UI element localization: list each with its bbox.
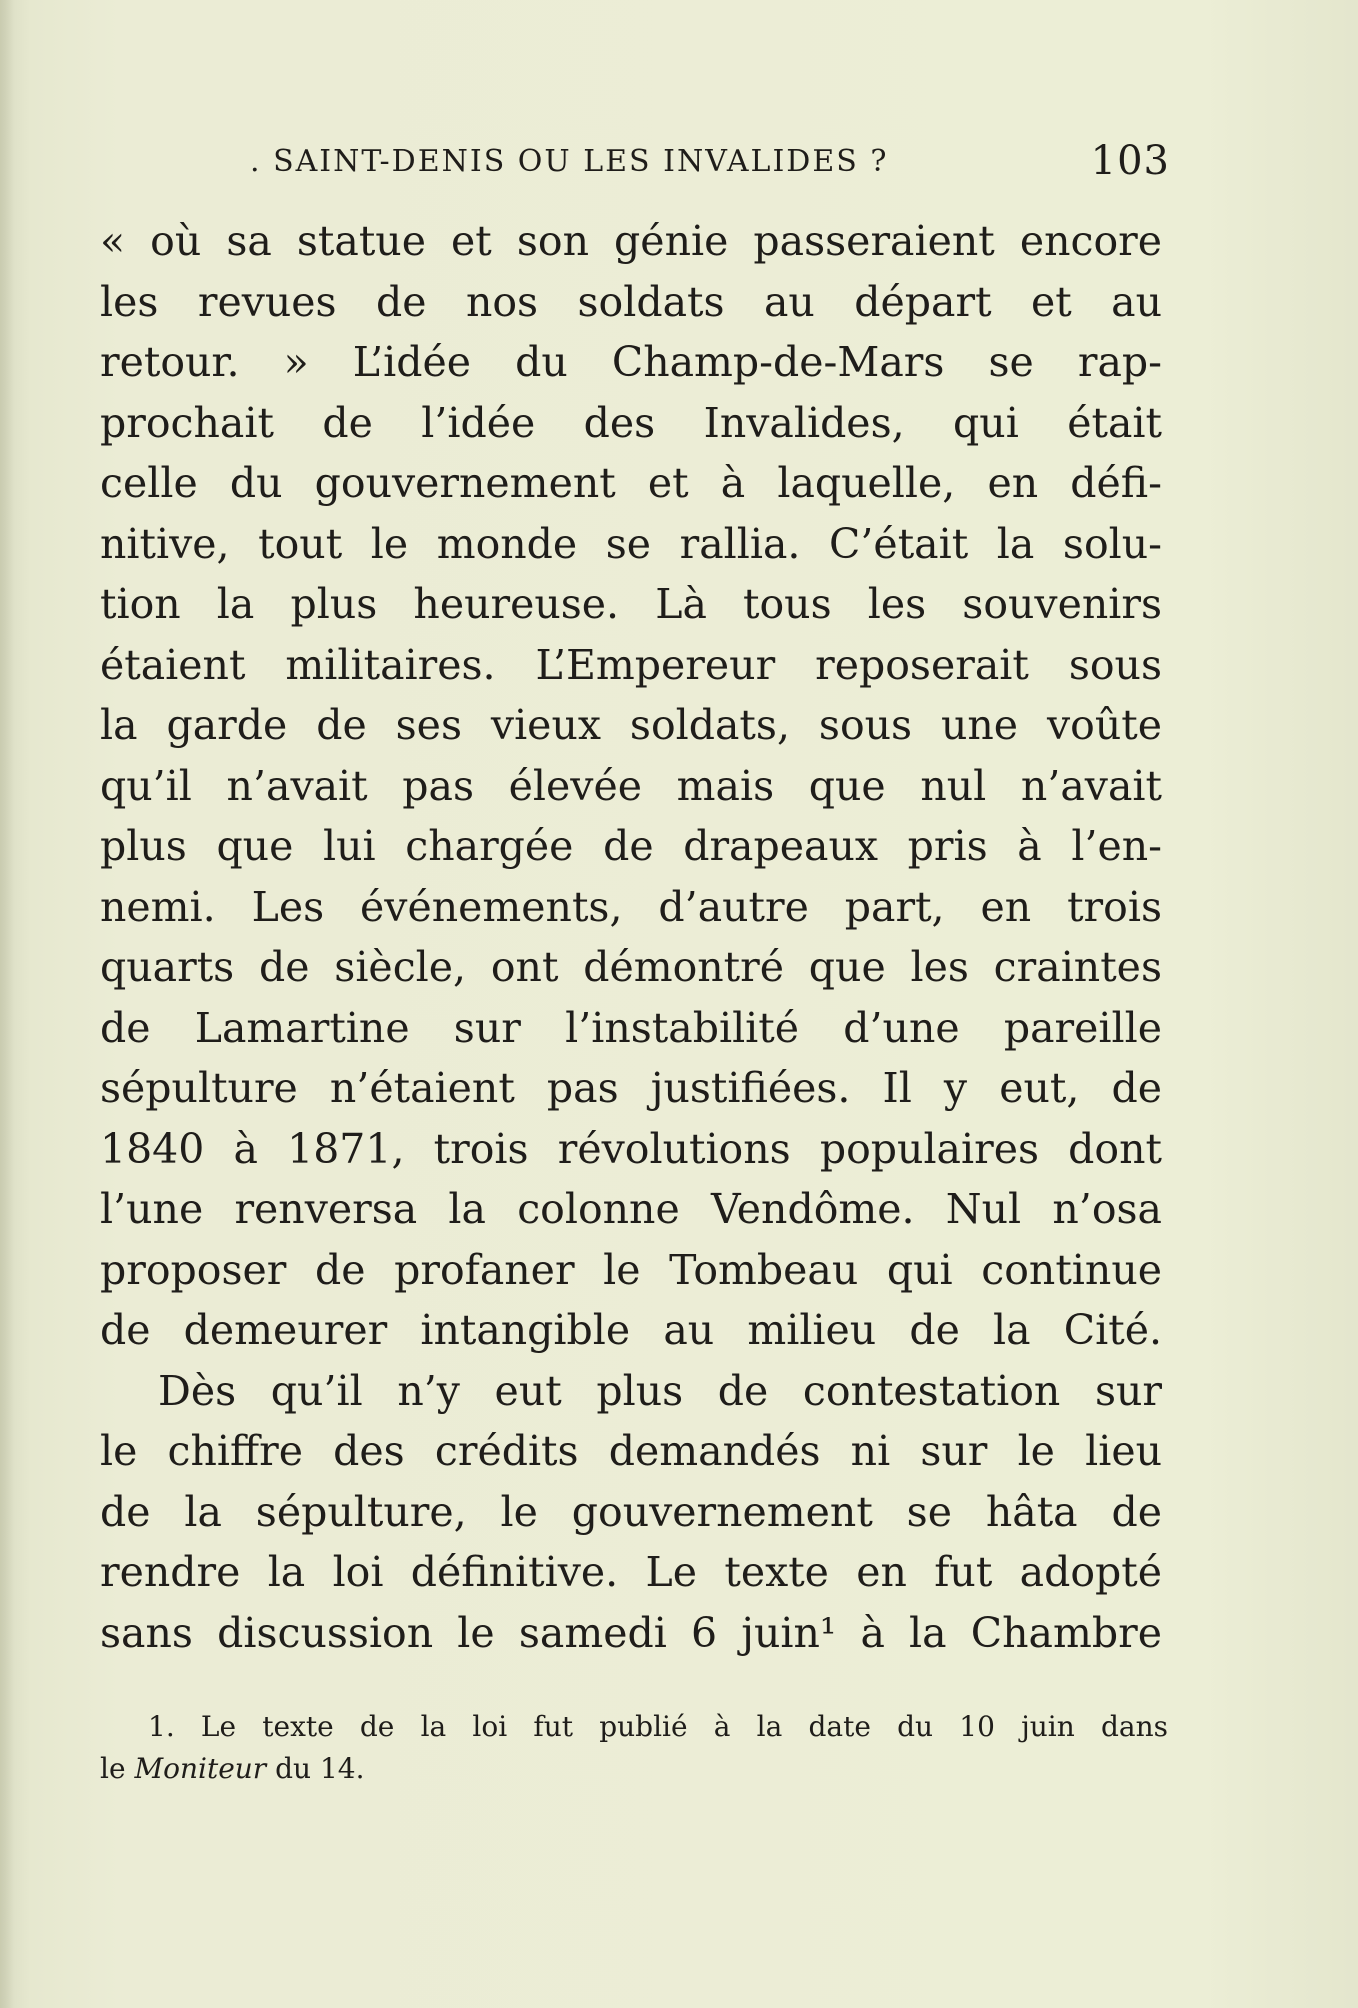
text-line: quarts de siècle, ont démontré que les craintes [100, 943, 1162, 991]
text-line: « où sa statue et son génie passeraient encore [100, 217, 1162, 265]
text-line: Dès qu’il n’y eut plus de contestation sur [158, 1366, 1162, 1415]
text-line: celle du gouvernement et à laquelle, en défi- [100, 459, 1162, 507]
page-number: 103 [1090, 138, 1170, 184]
footnote-text: du 14. [266, 1752, 365, 1785]
text-line: de Lamartine sur l’instabilité d’une pareille [100, 1003, 1162, 1052]
text-line: de la sépulture, le gouvernement se hâta de [100, 1487, 1162, 1536]
text-line: rendre la loi définitive. Le texte en fut adopté [100, 1548, 1162, 1596]
text-line: l’une renversa la colonne Vendôme. Nul n’osa [100, 1185, 1162, 1233]
text-line: nitive, tout le monde se rallia. C’était la solu- [100, 519, 1162, 568]
text-line: retour. » L’idée du Champ-de-Mars se rap- [100, 338, 1162, 386]
text-line: de demeurer intangible au milieu de la Cité. [100, 1306, 1162, 1354]
text-line: qu’il n’avait pas élevée mais que nul n’avait [100, 761, 1162, 810]
body-text [100, 211, 1162, 1663]
text-line: nemi. Les événements, d’autre part, en trois [100, 882, 1162, 931]
text-line: prochait de l’idée des Invalides, qui était [100, 398, 1162, 447]
footnote-text: le [100, 1752, 135, 1785]
text-line: les revues de nos soldats au départ et au [100, 277, 1162, 326]
text-line: 1840 à 1871, trois révolutions populaires dont [100, 1124, 1162, 1173]
footnote-line [100, 1748, 1168, 1790]
running-title: . SAINT-DENIS OU LES INVALIDES ? [250, 144, 889, 179]
footnotes [100, 1706, 1168, 1790]
footnote-italic: Moniteur [134, 1752, 267, 1785]
text-line: la garde de ses vieux soldats, sous une voûte [100, 701, 1162, 749]
spine-shadow [0, 0, 14, 2008]
text-line: tion la plus heureuse. Là tous les souvenirs [100, 580, 1162, 628]
text-line: plus que lui chargée de drapeaux pris à l’en- [100, 822, 1162, 870]
text-line: le chiffre des crédits demandés ni sur le lieu [100, 1427, 1162, 1475]
footnote-line: 1. Le texte de la loi fut publié à la date du 10 juin dans [148, 1710, 1168, 1743]
text-line: sépulture n’étaient pas justifiées. Il y eut, de [100, 1064, 1162, 1112]
text-line: sans discussion le samedi 6 juin¹ à la Chambre [100, 1608, 1162, 1657]
text-line: proposer de profaner le Tombeau qui continue [100, 1245, 1162, 1294]
running-head [100, 138, 1170, 188]
text-line: étaient militaires. L’Empereur reposerait sous [100, 640, 1162, 689]
